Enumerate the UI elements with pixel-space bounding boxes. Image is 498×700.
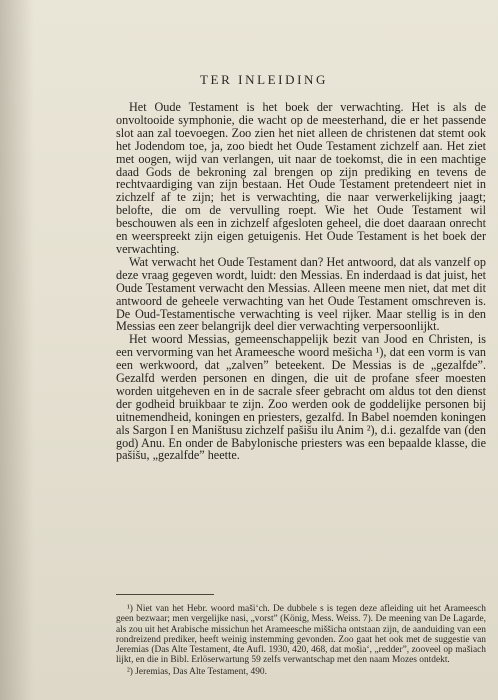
chapter-heading: TER INLEIDING — [199, 72, 329, 87]
footnote-rule — [116, 594, 214, 595]
footnotes — [116, 604, 486, 677]
page-gutter-shadow — [0, 0, 34, 700]
footnote-2: ²) Jeremias, Das Alte Testament, 490. — [127, 666, 267, 677]
footnote-1: ¹) Niet van het Hebr. woord maši‘ch. De dubbele s is tegen deze afleiding uit het Arameesch geen bezwaar; men vergelijke nasi, „vorst” (König, Mess. Weiss. 7). De meening van De Lagarde, als zou uit het Arabische missichun het Arameesche miššicha ontstaan zijn, de aanduiding van een rondreizend prediker, heeft weinig instemming gevonden. Zoo gaat het ook met de suggestie van Jeremias (Das Alte Testament, 4te Aufl. 1930, 420, 468, dat mošia‘, „redder”, zooveel op mašiach lijkt, en die in Bibl. Erlöserwartung 59 zelfs verwantschap met den naam Mozes ontdekt. — [116, 604, 486, 666]
body-text — [116, 101, 486, 462]
paragraph-1: Het Oude Testament is het boek der verwachting. Het is als de onvoltooide symphonie, die wacht op de meesterhand, die er het passende slot aan zal toevoegen. Zoo zien het niet alleen de christenen dat stemt ook het Jodendom toe, ja, zoo biedt het Oude Testament zichzelf aan. Het ziet met oogen, wijd van verlangen, uit naar de toekomst, die in een machtige daad Gods de bekroning zal brengen op zijn prediking en tevens de rechtvaardiging van zijn bestaan. Het Oude Testament pretendeert niet in zichzelf af te zijn; het is verwachting, die naar verwerkelijking jaagt; belofte, die om de vervulling roept. Wie het Oude Testament wil beschouwen als een in zichzelf afgesloten geheel, die doet daaraan onrecht en weerspreekt zijn eigen getuigenis. Het Oude Testament is het boek der verwachting. — [116, 100, 486, 256]
paragraph-2: Wat verwacht het Oude Testament dan? Het antwoord, dat als vanzelf op deze vraag gegeven wordt, luidt: den Messias. En inderdaad is dat juist, het Oude Testament verwacht den Messias. Alleen meene men niet, dat met dit antwoord de geheele verwachting van het Oude Testament omschreven is. De Oud-Testamentische verwachting is veel rijker. Maar stellig is in den Messias een zeer belangrijk deel dier verwachting verpersoonlijkt. — [116, 254, 486, 334]
paragraph-3: Het woord Messias, gemeenschappelijk bezit van Jood en Christen, is een vervorming van het Arameesche woord mešicha ¹), dat een vorm is van een werkwoord, dat „zalven” beteekent. De Messias is de „gezalfde”. Gezalfd werden personen en dingen, die uit de profane sfeer moesten worden uitgeheven en in de sacrale sfeer gebracht om aldus tot den dienst der godheid bruikbaar te zijn. Zoo werden ook de goddelijke personen bij uitnemendheid, koningen en priesters, gezalfd. In Babel noemden koningen als Sargon I en Maništusu zichzelf pašišu ilu Anim ²), d.i. gezalfde van (den god) Anu. En onder de Babylonische priesters was een bepaalde klasse, die pašišu, „gezalfde” heette. — [116, 332, 486, 463]
